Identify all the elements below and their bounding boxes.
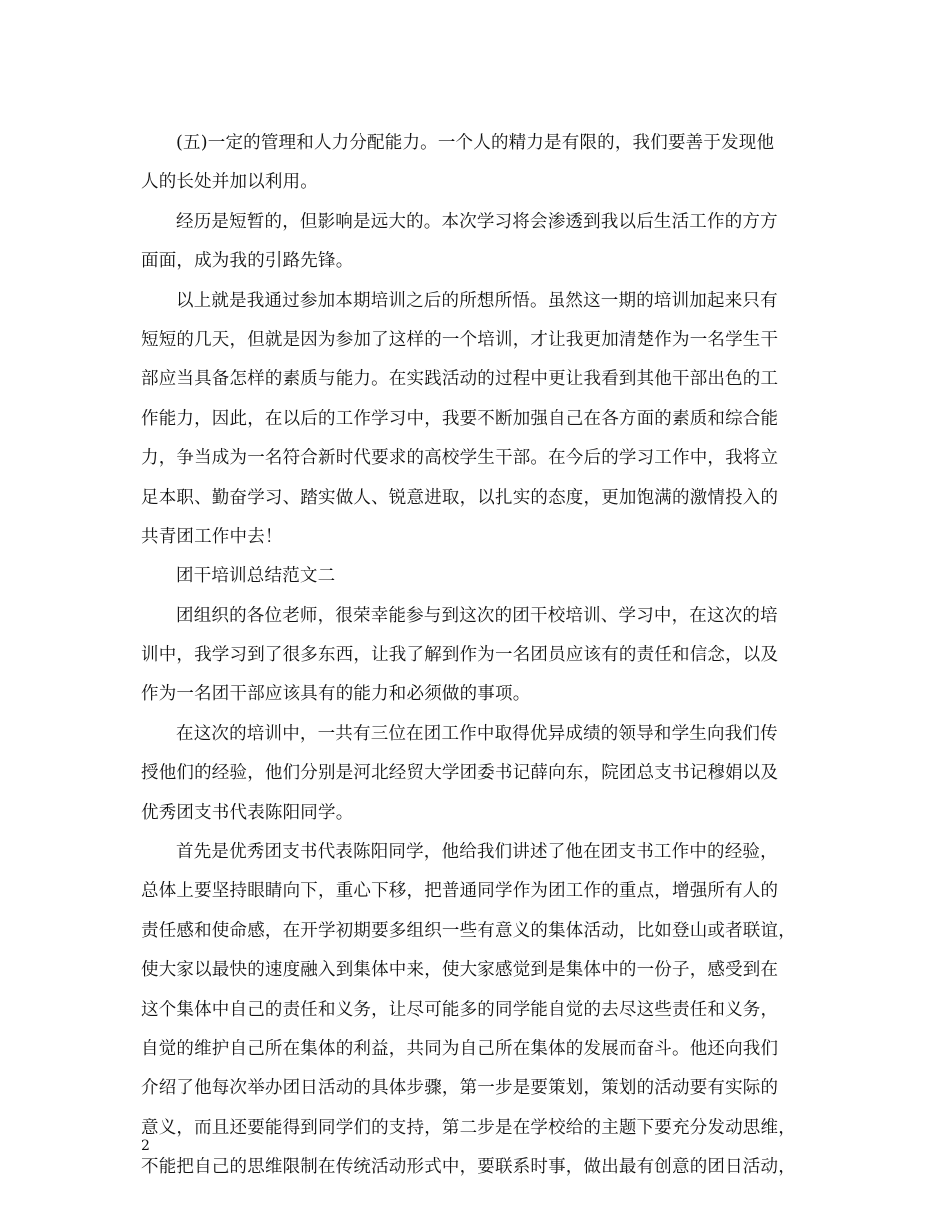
paragraph-line: 这个集体中自己的责任和义务，让尽可能多的同学能自觉的去尽这些责任和义务， [141,999,779,1020]
paragraph-line: (五)一定的管理和人力分配能力。一个人的精力是有限的，我们要善于发现他 [176,133,775,153]
paragraph-line: 足本职、勤奋学习、踏实做人、锐意进取，以扎实的态度，更加饱满的激情投入的 [141,487,779,508]
paragraph-line: 作为一名团干部应该具有的能力和必须做的事项。 [141,684,531,705]
paragraph-line: 短短的几天，但就是因为参加了这样的一个培训，才让我更加清楚作为一名学生干 [141,329,779,350]
paragraph-line: 以上就是我通过参加本期培训之后的所想所悟。虽然这一期的培训加起来只有 [176,290,778,311]
paragraph-line: 共青团工作中去！ [141,526,283,547]
paragraph-line: 总体上要坚持眼睛向下，重心下移，把普通同学作为团工作的重点，增强所有人的 [141,881,779,902]
document-body [141,124,809,1188]
paragraph-line: 在这次的培训中，一共有三位在团工作中取得优异成绩的领导和学生向我们传 [176,723,778,744]
paragraph-line: 经历是短暂的，但影响是远大的。本次学习将会渗透到我以后生活工作的方方 [176,211,778,232]
paragraph-line: 部应当具备怎样的素质与能力。在实践活动的过程中更让我看到其他干部出色的工 [141,369,779,390]
paragraph-line: 首先是优秀团支书代表陈阳同学，他给我们讲述了他在团支书工作中的经验， [176,842,778,863]
paragraph-line: 优秀团支书代表陈阳同学。 [141,802,354,823]
paragraph-line: 团组织的各位老师，很荣幸能参与到这次的团干校培训、学习中，在这次的培 [176,605,778,626]
paragraph-line: 人的长处并加以利用。 [141,172,318,193]
paragraph-line: 力，争当成为一名符合新时代要求的高校学生干部。在今后的学习工作中，我将立 [141,448,779,469]
paragraph-line: 面面，成为我的引路先锋。 [141,251,354,272]
paragraph-line: 使大家以最快的速度融入到集体中来，使大家感觉到是集体中的一份子，感受到在 [141,960,779,981]
section-heading: 团干培训总结范文二 [176,566,336,587]
paragraph-line: 授他们的经验，他们分别是河北经贸大学团委书记薛向东，院团总支书记穆娟以及 [141,763,779,784]
paragraph-line: 自觉的维护自己所在集体的利益，共同为自己所在集体的发展而奋斗。他还向我们 [141,1038,779,1059]
paragraph-line: 不能把自己的思维限制在传统活动形式中，要联系时事，做出最有创意的团日活动， [141,1157,796,1178]
paragraph-line: 责任感和使命感，在开学初期要多组织一些有意义的集体活动，比如登山或者联谊， [141,920,796,941]
page-number: 2 [141,1138,150,1154]
paragraph-line: 意义，而且还要能得到同学们的支持，第二步是在学校给的主题下要充分发动思维， [141,1117,796,1138]
paragraph-line: 介绍了他每次举办团日活动的具体步骤，第一步是要策划，策划的活动要有实际的 [141,1078,779,1099]
paragraph-line: 作能力，因此，在以后的工作学习中，我要不断加强自己在各方面的素质和综合能 [141,408,779,429]
paragraph-line: 训中，我学习到了很多东西，让我了解到作为一名团员应该有的责任和信念，以及 [141,645,779,666]
